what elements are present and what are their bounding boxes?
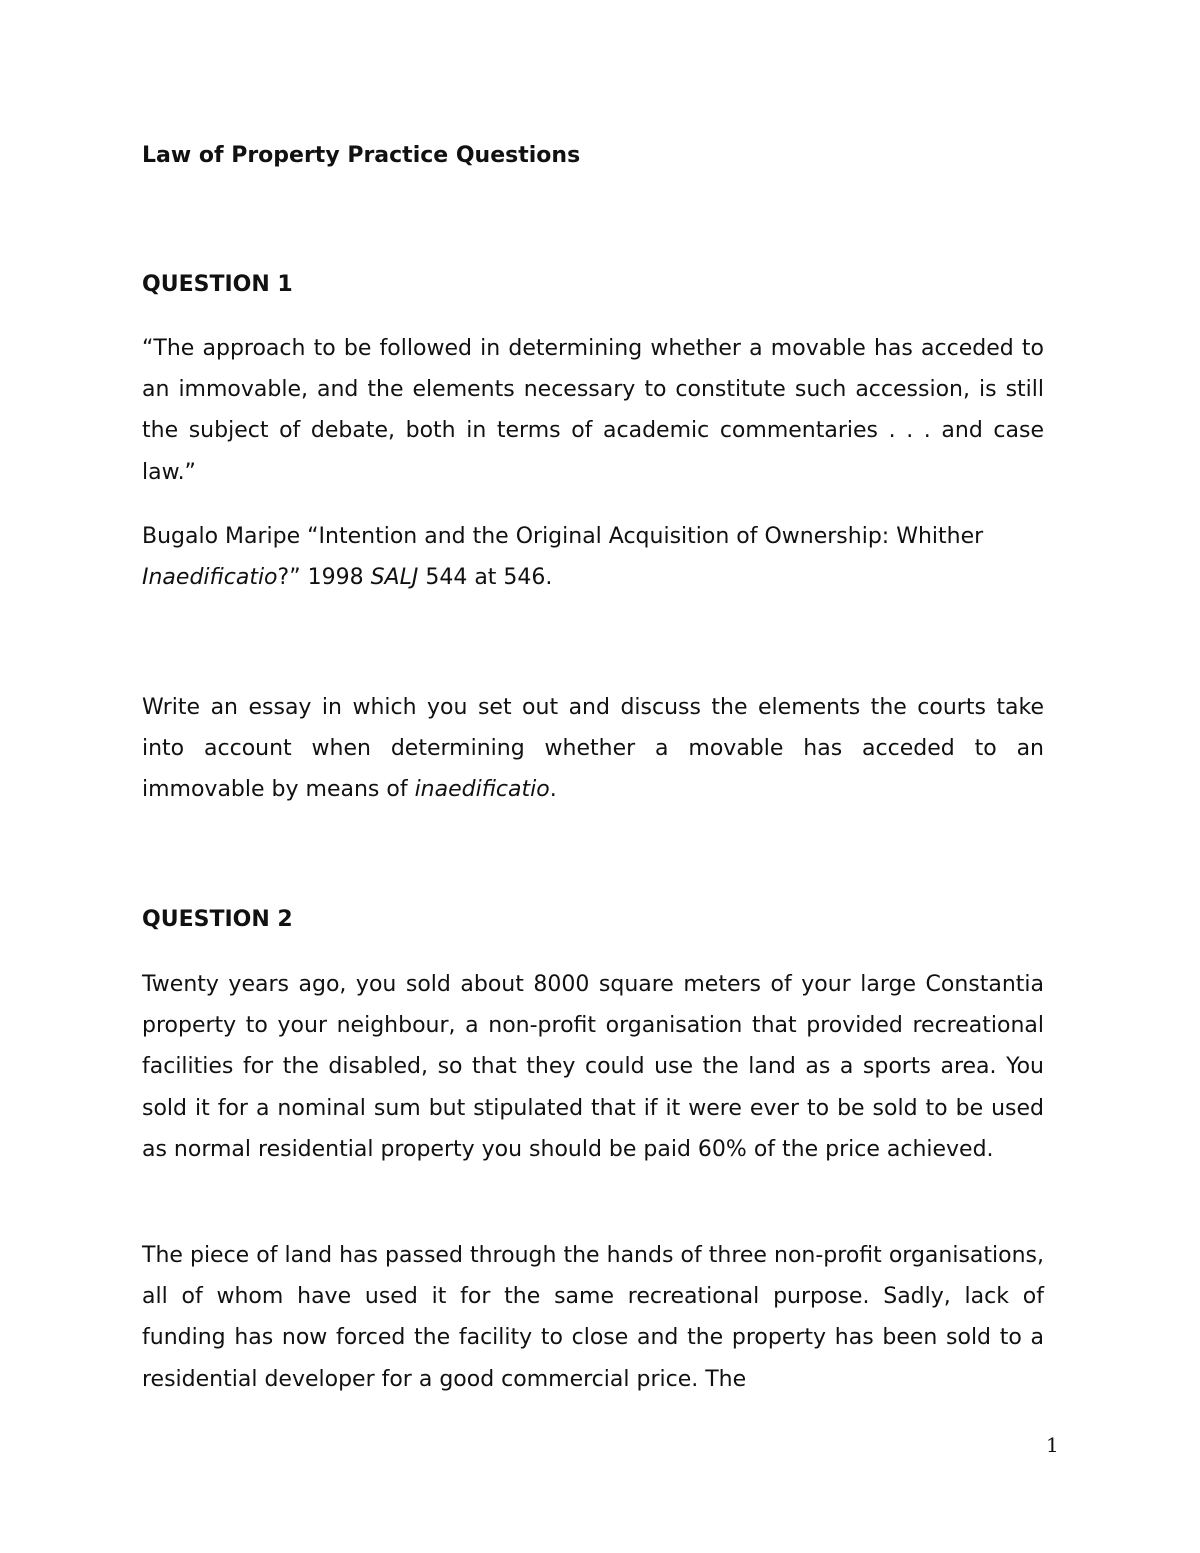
question-2-paragraph-1: Twenty years ago, you sold about 8000 square meters of your large Constantia property to your neighbour, a non-profit organisation that provided recreational facilities for the disabled, so that they could use the land as a sports area. You sold it for a nominal sum but stipulated that if it were ever to be sold to be used as normal residential property you should be paid 60% of the price achieved. [142,972,1044,1162]
question-1-citation [142,516,1044,598]
citation-italic-salj: SALJ [370,565,419,591]
question-1-task [142,687,1044,811]
question-2-paragraph-2: The piece of land has passed through the hands of three non-profit organisations, all of whom have used it for the same recreational purpose. Sadly, lack of funding has now forced the facility to close and the property has been sold to a residential developer for a good commercial price. The [142,1243,1044,1392]
document-title: Law of Property Practice Questions [142,143,581,168]
question-1-quote: “The approach to be followed in determining whether a movable has acceded to an immovable, and the elements necessary to constitute such accession, is still the subject of debate, both in terms of academic commentaries . . . and case law.” [142,336,1044,485]
document-page [142,0,1044,1553]
citation-italic-inaedificatio: Inaedificatio [142,565,278,591]
question-2-heading: QUESTION 2 [142,907,293,932]
citation-text-2: ?” 1998 [277,565,371,591]
task-end: . [549,777,557,803]
citation-text-3: 544 at 546. [418,565,553,591]
page-number: 1 [1046,1433,1059,1457]
citation-text-1: Bugalo Maripe “Intention and the Original Acquisition of Ownership: Whither [142,524,984,549]
question-1-heading: QUESTION 1 [142,272,293,297]
task-italic-inaedificatio: inaedificatio [414,777,550,803]
task-text: Write an essay in which you set out and discuss the elements the courts take into account when determining whether a movable has acceded to an immovable by means of [142,695,1044,803]
